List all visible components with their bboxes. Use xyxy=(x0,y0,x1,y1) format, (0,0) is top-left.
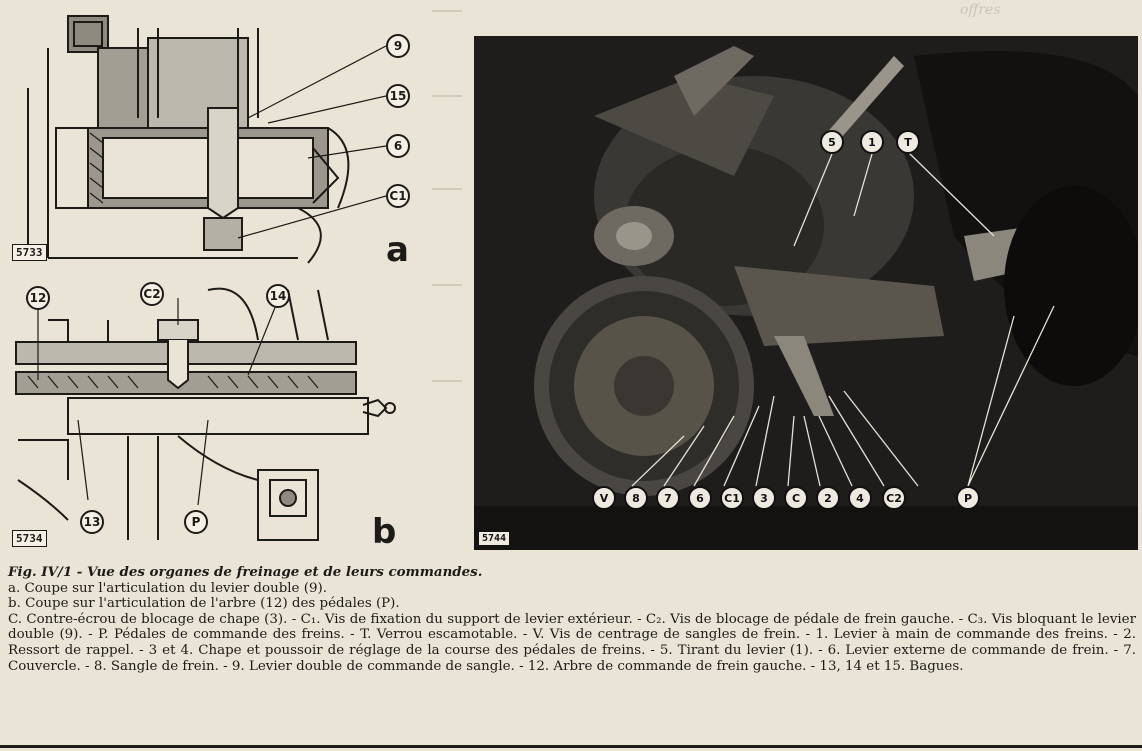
photo-callout-3: 3 xyxy=(752,486,776,510)
figure-caption xyxy=(8,565,1136,674)
figure-number-5744: 5744 xyxy=(478,531,510,546)
caption-line-a: a. Coupe sur l'articulation du levier double (9). xyxy=(8,580,327,596)
callout-c1: C1 xyxy=(386,184,410,208)
bleed-through-column xyxy=(432,0,472,420)
figure-number-5734: 5734 xyxy=(12,530,47,547)
photo-callout-c: C xyxy=(784,486,808,510)
callout-13: 13 xyxy=(80,510,104,534)
callout-12: 12 xyxy=(26,286,50,310)
callout-14: 14 xyxy=(266,284,290,308)
photo-callout-4: 4 xyxy=(848,486,872,510)
caption-line-b: b. Coupe sur l'articulation de l'arbre (12) des pédales (P). xyxy=(8,596,400,612)
photo-callout-c1: C1 xyxy=(720,486,744,510)
drawing-a-illustration xyxy=(8,8,428,270)
figure-number-5733: 5733 xyxy=(12,244,47,261)
caption-title: Fig. IV/1 - Vue des organes de freinage et de leurs commandes. xyxy=(8,564,483,580)
callout-9: 9 xyxy=(386,34,410,58)
callout-c2: C2 xyxy=(140,282,164,306)
photo-illustration xyxy=(474,36,1138,550)
photo-callout-5: 5 xyxy=(820,130,844,154)
photo-callout-7: 7 xyxy=(656,486,680,510)
photo-callout-6: 6 xyxy=(688,486,712,510)
caption-legend: C. Contre-écrou de blocage de chape (3). - C₁. Vis de fixation du support de levier extérieur. - C₂. Vis de blocage de pédale de frein gauche. - C₃. Vis bloquant le levier double (9). - P. Pédales de commande des freins. - T. Verrou escamotable. - V. Vis de centrage de sangles de frein. - 1. Levier à main de commande des freins. - 2. Ressort de rappel. - 3 et 4. Chape et poussoir de réglage de la course des pédales de freins. - 5. Tirant du levier (1). - 6. Levier externe de commande de frein. - 7. Couvercle. - 8. Sangle de frein. - 9. Levier double de commande de sangle. - 12. Arbre de commande de frein gauche. - 13, 14 et 15. Bagues. xyxy=(8,611,1136,674)
drawing-b-illustration xyxy=(8,280,428,556)
photo-callout-2: 2 xyxy=(816,486,840,510)
photo-callout-p: P xyxy=(956,486,980,510)
photo-callout-8: 8 xyxy=(624,486,648,510)
photo-callout-v: V xyxy=(592,486,616,510)
photo-callout-c2: C2 xyxy=(882,486,906,510)
callout-15: 15 xyxy=(386,84,410,108)
bottom-rule xyxy=(0,745,1142,748)
section-drawing-b xyxy=(8,280,428,556)
photo-callout-1: 1 xyxy=(860,130,884,154)
brake-assembly-photo xyxy=(474,36,1138,550)
bleed-through-text: offres xyxy=(960,2,1001,18)
callout-6: 6 xyxy=(386,134,410,158)
section-letter-a: a xyxy=(386,230,409,270)
section-letter-b: b xyxy=(372,512,397,552)
photo-callout-t: T xyxy=(896,130,920,154)
section-drawing-a xyxy=(8,8,428,270)
callout-p: P xyxy=(184,510,208,534)
